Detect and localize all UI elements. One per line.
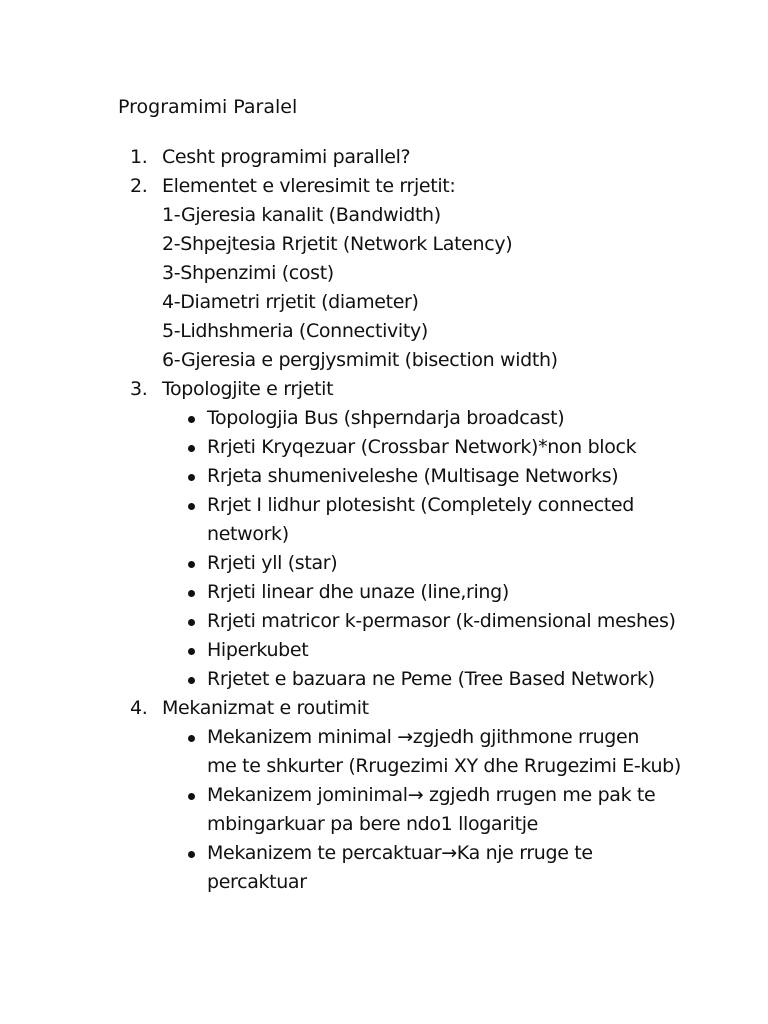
section-number: 1. bbox=[130, 146, 148, 168]
list-item: Rrjetet e bazuara ne Peme (Tree Based Network) bbox=[207, 668, 655, 690]
list-item: Mekanizem te percaktuar→Ka nje rruge te bbox=[207, 842, 593, 864]
bullet-icon bbox=[188, 793, 195, 800]
section-heading: Topologjite e rrjetit bbox=[162, 378, 334, 400]
section-number: 2. bbox=[130, 175, 148, 197]
list-item-continuation: network) bbox=[207, 523, 289, 545]
list-item-continuation: mbingarkuar pa bere ndo1 llogaritje bbox=[207, 813, 538, 835]
bullet-icon bbox=[188, 590, 195, 597]
section-heading: Elementet e vleresimit te rrjetit: bbox=[162, 175, 456, 197]
list-item: Hiperkubet bbox=[207, 639, 309, 661]
list-item: 4-Diametri rrjetit (diameter) bbox=[162, 291, 419, 313]
bullet-icon bbox=[188, 648, 195, 655]
list-item: Mekanizem minimal →zgjedh gjithmone rrugen bbox=[207, 726, 640, 748]
list-item: Topologjia Bus (shperndarja broadcast) bbox=[207, 407, 565, 429]
bullet-icon bbox=[188, 561, 195, 568]
list-item: 6-Gjeresia e pergjysmimit (bisection width) bbox=[162, 349, 558, 371]
list-item: Rrjeti linear dhe unaze (line,ring) bbox=[207, 581, 509, 603]
list-item: 5-Lidhshmeria (Connectivity) bbox=[162, 320, 428, 342]
bullet-icon bbox=[188, 445, 195, 452]
section-number: 4. bbox=[130, 697, 148, 719]
list-item-continuation: me te shkurter (Rrugezimi XY dhe Rrugezimi E-kub) bbox=[207, 755, 681, 777]
bullet-icon bbox=[188, 735, 195, 742]
list-item: 3-Shpenzimi (cost) bbox=[162, 262, 334, 284]
section-heading: Mekanizmat e routimit bbox=[162, 697, 369, 719]
list-item-continuation: percaktuar bbox=[207, 871, 307, 893]
bullet-icon bbox=[188, 619, 195, 626]
document-title: Programimi Paralel bbox=[118, 96, 298, 118]
list-item: Mekanizem jominimal→ zgjedh rrugen me pak te bbox=[207, 784, 656, 806]
list-item: 2-Shpejtesia Rrjetit (Network Latency) bbox=[162, 233, 513, 255]
list-item: Rrjeti Kryqezuar (Crossbar Network)*non block bbox=[207, 436, 637, 458]
bullet-icon bbox=[188, 677, 195, 684]
list-item: Rrjeta shumeniveleshe (Multisage Networks) bbox=[207, 465, 619, 487]
section-number: 3. bbox=[130, 378, 148, 400]
list-item: Rrjeti yll (star) bbox=[207, 552, 338, 574]
list-item: Rrjeti matricor k-permasor (k-dimensional meshes) bbox=[207, 610, 676, 632]
bullet-icon bbox=[188, 503, 195, 510]
section-heading: Cesht programimi parallel? bbox=[162, 146, 411, 168]
bullet-icon bbox=[188, 474, 195, 481]
list-item: Rrjet I lidhur plotesisht (Completely connected bbox=[207, 494, 634, 516]
bullet-icon bbox=[188, 851, 195, 858]
list-item: 1-Gjeresia kanalit (Bandwidth) bbox=[162, 204, 441, 226]
bullet-icon bbox=[188, 416, 195, 423]
